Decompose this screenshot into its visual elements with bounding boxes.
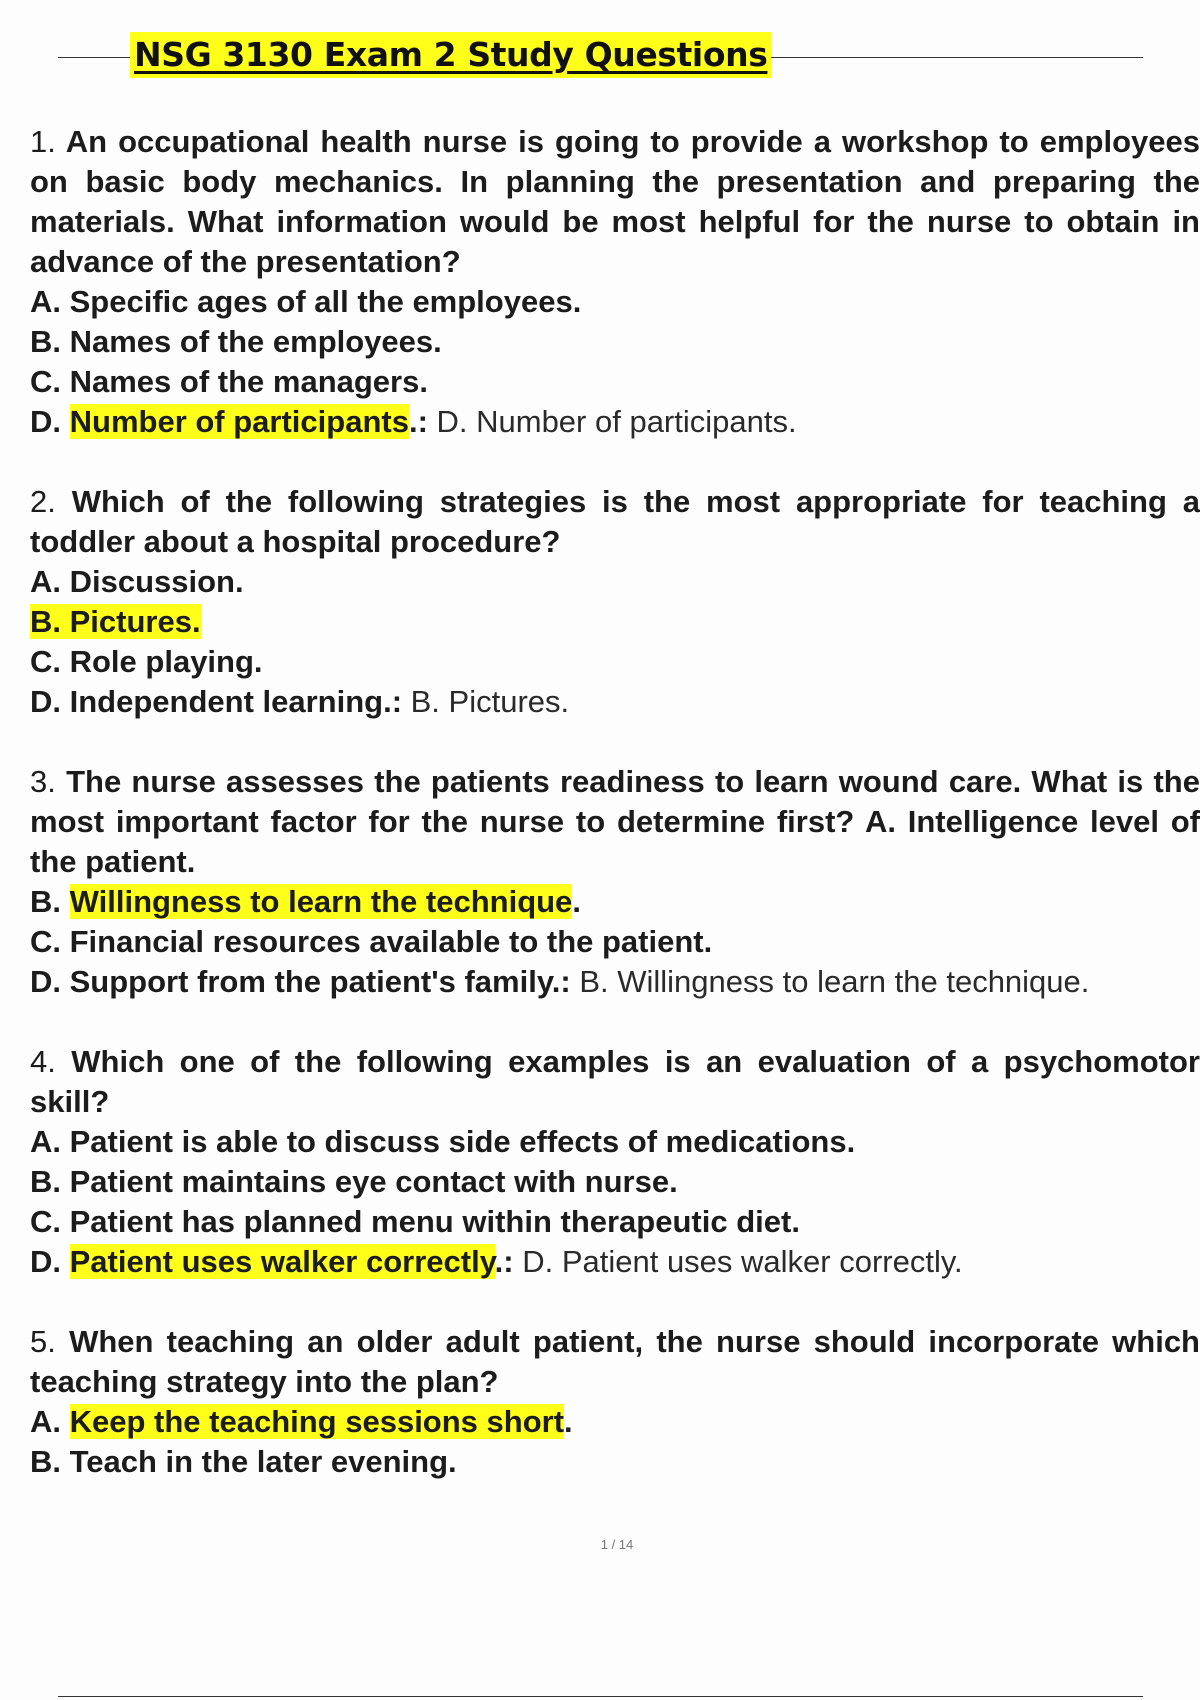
option-text: B. xyxy=(30,884,70,919)
option-text: C. Financial resources available to the patient. xyxy=(30,924,713,959)
option-text: D. Independent learning.: xyxy=(30,684,403,719)
question-stem-text: teaching strategy into the plan? xyxy=(30,1364,499,1399)
answer-option xyxy=(30,922,1200,962)
answer-option xyxy=(30,602,1200,642)
question-stem-line xyxy=(30,522,1200,562)
question-number: 3. xyxy=(30,764,56,799)
question-stem-text: skill? xyxy=(30,1084,110,1119)
answer-option xyxy=(30,1202,1200,1242)
answer-option xyxy=(30,682,1200,722)
question-stem-text: When teaching an older adult patient, the nurse should incorporate which xyxy=(69,1324,1200,1359)
option-text: .: xyxy=(408,404,428,439)
question-stem-line xyxy=(30,482,1200,522)
question-number: 5. xyxy=(30,1324,56,1359)
option-text: A. Discussion. xyxy=(30,564,244,599)
question-number: 2. xyxy=(30,484,56,519)
option-text: A. xyxy=(30,1404,70,1439)
question-stem-text: Which one of the following examples is an evaluation of a psychomotor xyxy=(71,1044,1200,1079)
answer-key: D. Patient uses walker correctly. xyxy=(513,1244,963,1279)
question-stem-line xyxy=(30,762,1200,802)
question-5 xyxy=(30,1322,1200,1482)
option-text: C. Patient has planned menu within therapeutic diet. xyxy=(30,1204,800,1239)
answer-option xyxy=(30,1402,1200,1442)
answer-option xyxy=(30,1162,1200,1202)
option-text: A. Patient is able to discuss side effects of medications. xyxy=(30,1124,856,1159)
title-row xyxy=(58,30,1143,82)
answer-option xyxy=(30,562,1200,602)
option-text: B. Names of the employees. xyxy=(30,324,442,359)
question-stem-line xyxy=(30,1362,1200,1402)
question-stem-line xyxy=(30,842,1200,882)
question-stem-text: materials. What information would be most helpful for the nurse to obtain in xyxy=(30,204,1200,239)
highlighted-answer: Patient uses walker correctly xyxy=(69,1244,495,1279)
question-stem-line xyxy=(30,122,1200,162)
highlighted-answer: Number of participants xyxy=(69,404,409,439)
answer-option xyxy=(30,322,1200,362)
highlighted-answer: Willingness to learn the technique xyxy=(69,884,573,919)
question-stem-line xyxy=(30,1082,1200,1122)
option-text: D. xyxy=(30,1244,70,1279)
bottom-rule xyxy=(58,1696,1143,1697)
answer-option xyxy=(30,1242,1200,1282)
highlighted-answer: B. Pictures. xyxy=(30,604,201,639)
page-number: 1 / 14 xyxy=(600,1537,634,1552)
answer-option xyxy=(30,282,1200,322)
answer-option xyxy=(30,882,1200,922)
option-text: B. Teach in the later evening. xyxy=(30,1444,457,1479)
page-title: NSG 3130 Exam 2 Study Questions xyxy=(130,32,771,78)
question-stem-text: Which of the following strategies is the most appropriate for teaching a xyxy=(71,484,1200,519)
option-text: C. Names of the managers. xyxy=(30,364,428,399)
question-stem-line xyxy=(30,1042,1200,1082)
answer-option xyxy=(30,642,1200,682)
question-4 xyxy=(30,1042,1200,1282)
question-stem-line xyxy=(30,242,1200,282)
answer-option xyxy=(30,1442,1200,1482)
answer-option xyxy=(30,402,1200,442)
option-text: . xyxy=(572,884,581,919)
answer-key: D. Number of participants. xyxy=(427,404,797,439)
option-text: A. Specific ages of all the employees. xyxy=(30,284,582,319)
question-stem-text: on basic body mechanics. In planning the presentation and preparing the xyxy=(30,164,1200,199)
answer-option xyxy=(30,362,1200,402)
highlighted-answer: Keep the teaching sessions short xyxy=(69,1404,565,1439)
answer-key: B. Willingness to learn the technique. xyxy=(570,964,1090,999)
question-3 xyxy=(30,762,1200,1002)
question-2 xyxy=(30,482,1200,722)
option-text: D. xyxy=(30,404,70,439)
option-text: D. Support from the patient's family.: xyxy=(30,964,571,999)
question-stem-text: toddler about a hospital procedure? xyxy=(30,524,561,559)
question-stem-line xyxy=(30,1322,1200,1362)
question-stem-text: An occupational health nurse is going to provide a workshop to employees xyxy=(65,124,1200,159)
question-number: 1. xyxy=(30,124,56,159)
question-stem-line xyxy=(30,202,1200,242)
option-text: . xyxy=(564,1404,573,1439)
option-text: .: xyxy=(494,1244,514,1279)
option-text: B. Patient maintains eye contact with nurse. xyxy=(30,1164,678,1199)
question-stem-line xyxy=(30,802,1200,842)
question-stem-text: the patient. xyxy=(30,844,196,879)
question-1 xyxy=(30,122,1200,442)
question-stem-line xyxy=(30,162,1200,202)
answer-option xyxy=(30,962,1200,1002)
question-stem-text: The nurse assesses the patients readiness to learn wound care. What is the xyxy=(66,764,1200,799)
option-text: C. Role playing. xyxy=(30,644,263,679)
answer-option xyxy=(30,1122,1200,1162)
question-list xyxy=(30,122,1200,1522)
answer-key: B. Pictures. xyxy=(402,684,570,719)
question-stem-text: most important factor for the nurse to determine first? A. Intelligence level of xyxy=(30,804,1200,839)
question-number: 4. xyxy=(30,1044,56,1079)
question-stem-text: advance of the presentation? xyxy=(30,244,461,279)
